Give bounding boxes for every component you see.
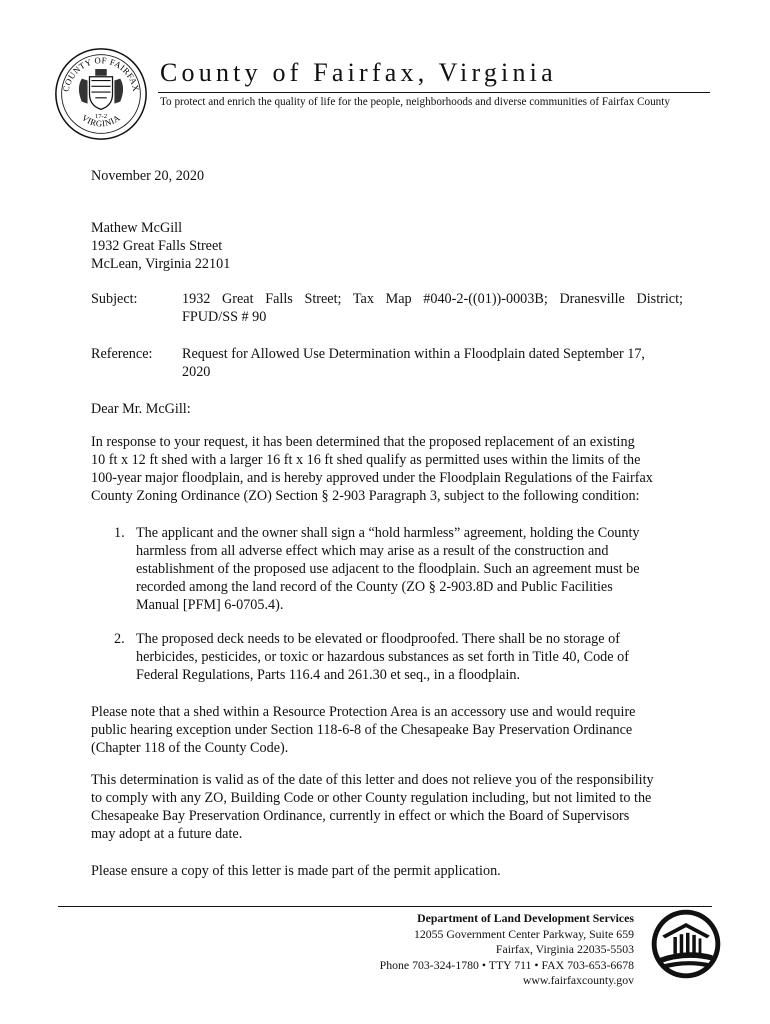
intro-line: In response to your request, it has been determined that the proposed replacement of an existing — [91, 434, 635, 450]
footer-divider — [58, 906, 712, 907]
header-divider — [158, 92, 710, 93]
condition-line: herbicides, pesticides, or toxic or hazardous substances as set forth in Title 40, Code of — [136, 649, 629, 665]
fairfax-county-logo — [651, 909, 721, 979]
condition-line: The proposed deck needs to be elevated or floodproofed. There shall be no storage of — [136, 631, 620, 647]
footer-phone: Phone 703-324-1780 • TTY 711 • FAX 703-653-6678 — [379, 957, 634, 972]
salutation: Dear Mr. McGill: — [91, 401, 191, 417]
intro-line: 10 ft x 12 ft shed with a larger 16 ft x 16 ft shed qualify as permitted uses within the limits of the — [91, 452, 641, 468]
county-tagline: To protect and enrich the quality of life for the people, neighborhoods and diverse communities of Fairfax County — [160, 96, 670, 108]
recipient-address — [91, 219, 683, 273]
rpa-line: public hearing exception under Section 118-6-8 of the Chesapeake Bay Preservation Ordinance — [91, 722, 633, 738]
validity-line: may adopt at a future date. — [91, 826, 243, 842]
intro-line: 100-year major floodplain, and is hereby approved under the Floodplain Regulations of the Fairfax — [91, 470, 653, 486]
condition-number: 1. — [114, 525, 125, 541]
reference-line — [91, 345, 683, 381]
intro-line: County Zoning Ordinance (ZO) Section § 2-903 Paragraph 3, subject to the following condition: — [91, 488, 640, 504]
condition-item-1 — [114, 524, 674, 614]
validity-line: Chesapeake Bay Preservation Ordinance, currently in effect or which the Board of Supervisors — [91, 808, 630, 824]
reference-label: Reference: — [91, 346, 153, 362]
footer-department: Department of Land Development Services — [417, 911, 634, 925]
footer-city-line: Fairfax, Virginia 22035-5503 — [495, 942, 634, 957]
condition-line: Federal Regulations, Parts 116.4 and 261.30 et seq., in a floodplain. — [136, 667, 521, 683]
condition-number: 2. — [114, 631, 125, 647]
seal-year-text: 17-2 — [94, 113, 108, 120]
footer-contact-block — [380, 911, 634, 989]
condition-line: Manual [PFM] 6-0705.4). — [136, 597, 284, 613]
reference-text-1: Request for Allowed Use Determination within a Floodplain dated September 17, — [182, 346, 645, 362]
condition-item-2 — [114, 630, 674, 684]
seal-top-text: COUNTY OF FAIRFAX — [60, 55, 142, 93]
condition-line: establishment of the proposed use adjacent to the floodplain. Such an agreement must be — [136, 561, 640, 577]
letter-date: November 20, 2020 — [91, 168, 205, 184]
recipient-street: 1932 Great Falls Street — [91, 238, 223, 254]
rpa-paragraph — [91, 703, 683, 757]
recipient-city: McLean, Virginia 22101 — [91, 256, 231, 272]
validity-line: to comply with any ZO, Building Code or other County regulation including, but not limited to the — [91, 790, 652, 806]
validity-paragraph — [91, 771, 683, 843]
subject-text-2: FPUD/SS # 90 — [182, 309, 267, 325]
reference-text-2: 2020 — [182, 364, 211, 380]
footer-address-line: 12055 Government Center Parkway, Suite 659 — [413, 926, 634, 941]
condition-line: harmless from all adverse effect which may arise as a result of the construction and — [136, 543, 609, 559]
recipient-name: Mathew McGill — [91, 220, 183, 236]
intro-paragraph — [91, 433, 683, 505]
condition-line: recorded among the land record of the County (ZO § 2-903.8D and Public Facilities — [136, 579, 613, 595]
subject-text-1: 1932 Great Falls Street; Tax Map #040-2-((01))-0003B; Dranesville District; — [182, 291, 683, 307]
footer-website[interactable]: www.fairfaxcounty.gov — [522, 973, 634, 988]
rpa-line: (Chapter 118 of the County Code). — [91, 740, 289, 756]
rpa-line: Please note that a shed within a Resource Protection Area is an accessory use and would require — [91, 704, 636, 720]
subject-line — [91, 290, 683, 326]
closing-paragraph: Please ensure a copy of this letter is made part of the permit application. — [91, 863, 501, 879]
county-seal-logo — [53, 46, 149, 142]
seal-bottom-text: VIRGINIA — [79, 112, 123, 129]
county-title: County of Fairfax, Virginia — [160, 58, 557, 87]
condition-line: The applicant and the owner shall sign a “hold harmless” agreement, holding the County — [136, 525, 640, 541]
subject-label: Subject: — [91, 291, 138, 307]
validity-line: This determination is valid as of the date of this letter and does not relieve you of the responsibility — [91, 772, 654, 788]
